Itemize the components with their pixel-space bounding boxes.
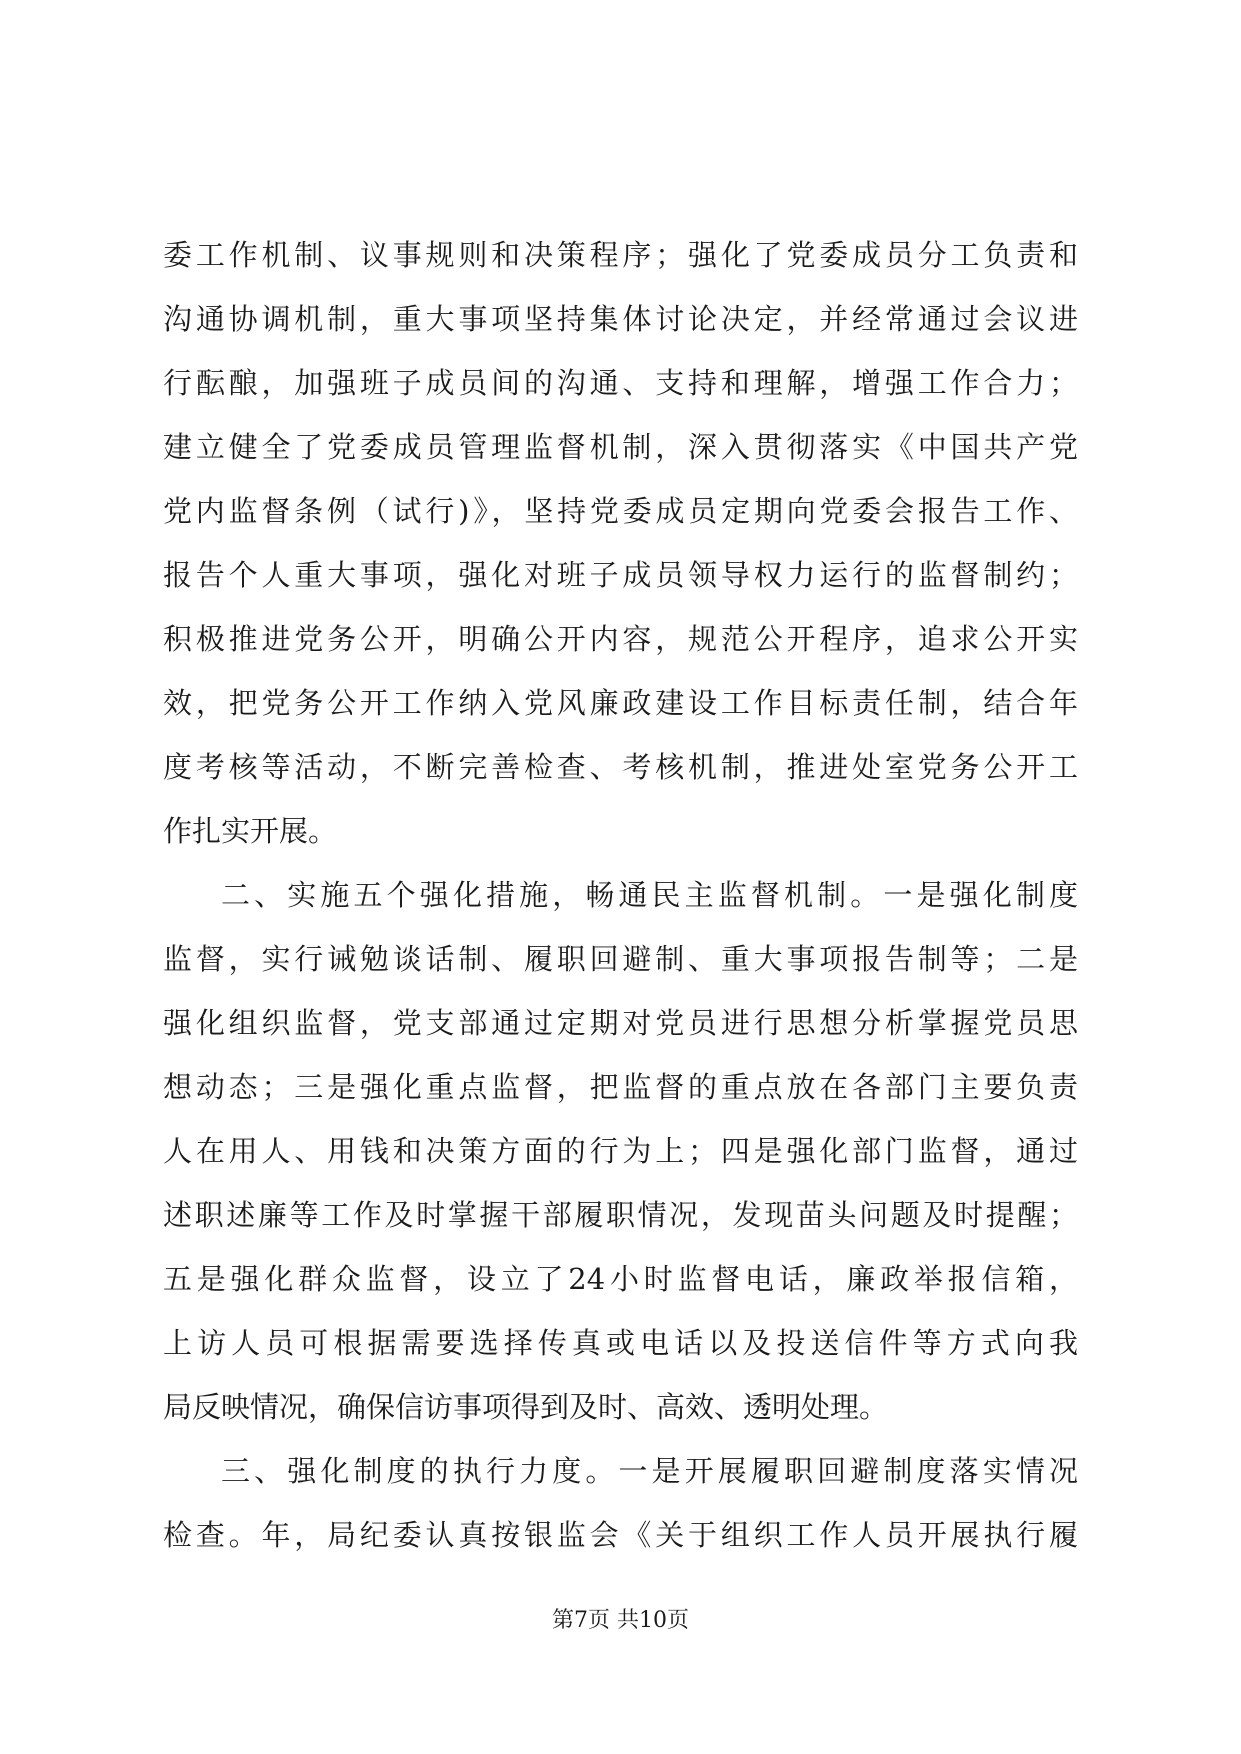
text-line-9: 度考核等活动，不断完善检查、考核机制，推进处室党务公开工 (163, 750, 1078, 784)
text-line-19: 局反映情况，确保信访事项得到及时、高效、透明处理。 (163, 1390, 889, 1424)
text-line-7: 积极推进党务公开，明确公开内容，规范公开程序，追求公开实 (163, 622, 1078, 656)
text-line-2: 沟通协调机制，重大事项坚持集体讨论决定，并经常通过会议进 (163, 302, 1078, 336)
page-number-footer: 第7页 共10页 (552, 1608, 689, 1633)
text-line-17: 五是强化群众监督，设立了24小时监督电话，廉政举报信箱， (163, 1262, 1078, 1296)
document-body (163, 223, 1078, 1567)
text-line-20: 三、强化制度的执行力度。一是开展履职回避制度落实情况 (221, 1454, 1078, 1488)
text-line-3: 行酝酿，加强班子成员间的沟通、支持和理解，增强工作合力； (163, 366, 1078, 400)
text-line-18: 上访人员可根据需要选择传真或电话以及投送信件等方式向我 (163, 1326, 1078, 1360)
text-line-14: 想动态；三是强化重点监督，把监督的重点放在各部门主要负责 (163, 1070, 1078, 1104)
text-line-10: 作扎实开展。 (163, 814, 338, 848)
text-line-1: 委工作机制、议事规则和决策程序；强化了党委成员分工负责和 (163, 238, 1078, 272)
text-line-12: 监督，实行诫勉谈话制、履职回避制、重大事项报告制等；二是 (163, 942, 1078, 976)
text-line-5: 党内监督条例（试行)》，坚持党委成员定期向党委会报告工作、 (163, 494, 1078, 528)
text-line-6: 报告个人重大事项，强化对班子成员领导权力运行的监督制约； (163, 558, 1078, 592)
text-line-8: 效，把党务公开工作纳入党风廉政建设工作目标责任制，结合年 (163, 686, 1078, 720)
text-line-4: 建立健全了党委成员管理监督机制，深入贯彻落实《中国共产党 (163, 430, 1078, 464)
text-line-21: 检查。年，局纪委认真按银监会《关于组织工作人员开展执行履 (163, 1518, 1078, 1552)
text-line-13: 强化组织监督，党支部通过定期对党员进行思想分析掌握党员思 (163, 1006, 1078, 1040)
text-line-16: 述职述廉等工作及时掌握干部履职情况，发现苗头问题及时提醒； (163, 1198, 1078, 1232)
text-line-11: 二、实施五个强化措施，畅通民主监督机制。一是强化制度 (221, 878, 1078, 912)
text-line-15: 人在用人、用钱和决策方面的行为上；四是强化部门监督，通过 (163, 1134, 1078, 1168)
